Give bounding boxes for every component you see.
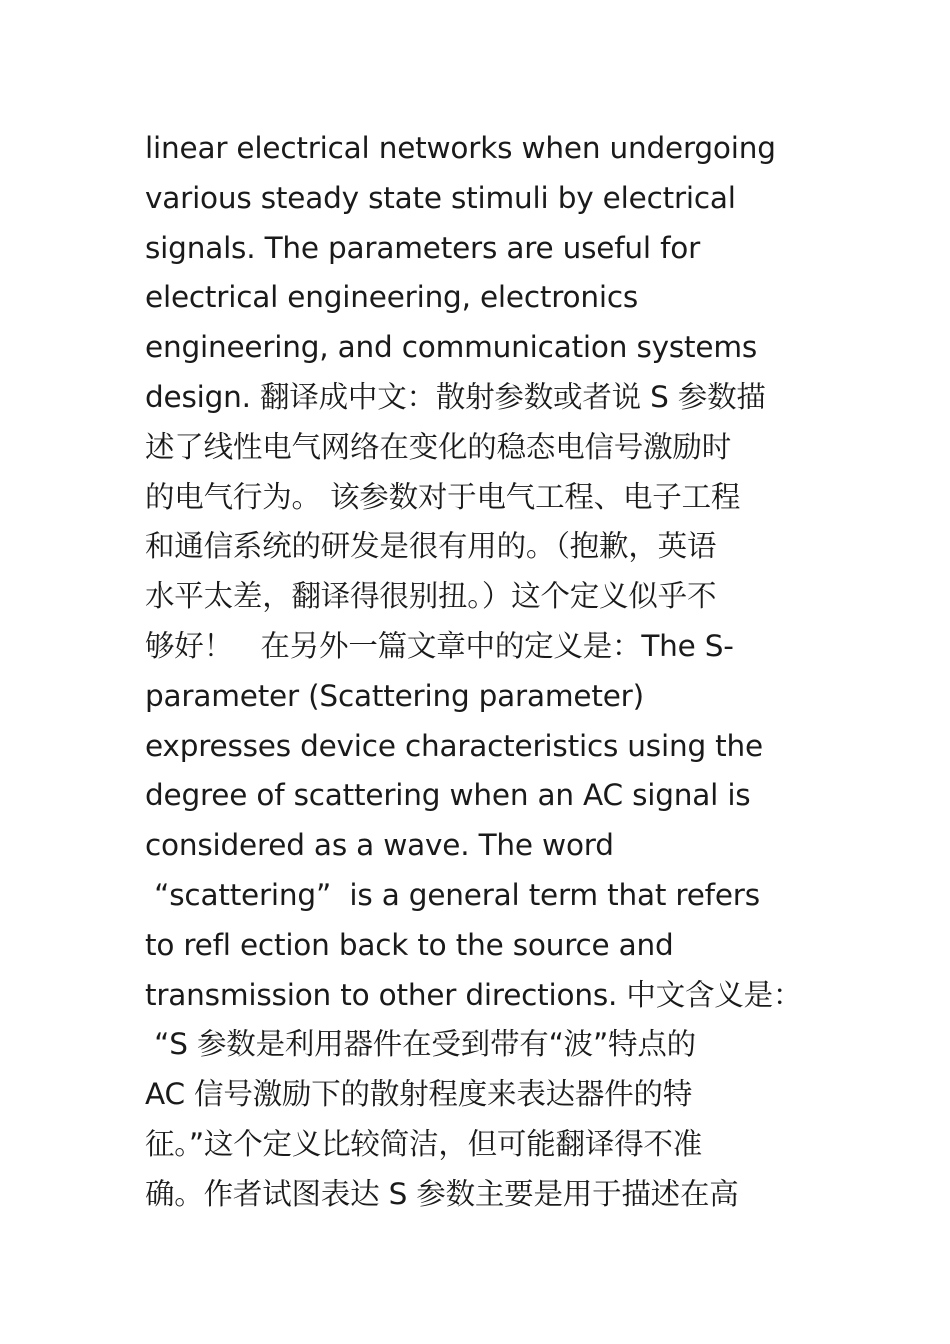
text-line-20: AC 信号激励下的散射程度来表达器件的特	[145, 1077, 693, 1112]
text-line-12: parameter (Scattering parameter)	[145, 678, 644, 713]
text-line-17: to refl ection back to the source and	[145, 927, 674, 962]
text-line-18: transmission to other directions. 中文含义是：	[145, 977, 803, 1012]
text-line-4: electrical engineering, electronics	[145, 280, 639, 315]
text-line-8: 的电气行为。 该参数对于电气工程、电子工程	[145, 479, 741, 514]
text-line-2: various steady state stimuli by electrical	[145, 180, 736, 215]
text-line-16: “scattering” is a general term that refers	[145, 877, 760, 912]
text-line-10: 水平太差，翻译得很别扭。）这个定义似乎不	[145, 579, 717, 614]
text-line-14: degree of scattering when an AC signal is	[145, 778, 751, 813]
text-line-7: 述了线性电气网络在变化的稳态电信号激励时	[145, 429, 732, 464]
text-line-9: 和通信系统的研发是很有用的。（抱歉，英语	[145, 529, 717, 564]
text-line-13: expresses device characteristics using the	[145, 728, 763, 763]
text-line-19: “S 参数是利用器件在受到带有“波”特点的	[145, 1027, 696, 1062]
text-line-5: engineering, and communication systems	[145, 330, 758, 365]
text-line-3: signals. The parameters are useful for	[145, 230, 701, 265]
text-line-21: 征。”这个定义比较简洁，但可能翻译得不准	[145, 1126, 703, 1161]
text-line-11: 够好！ 在另外一篇文章中的定义是：The S-	[145, 628, 734, 663]
text-line-15: considered as a wave. The word	[145, 828, 614, 863]
text-line-1: linear electrical networks when undergoing	[145, 131, 776, 165]
text-line-22: 确。作者试图表达 S 参数主要是用于描述在高	[145, 1176, 739, 1211]
body-text	[145, 124, 845, 1220]
text-line-6: design. 翻译成中文：散射参数或者说 S 参数描	[145, 379, 766, 414]
